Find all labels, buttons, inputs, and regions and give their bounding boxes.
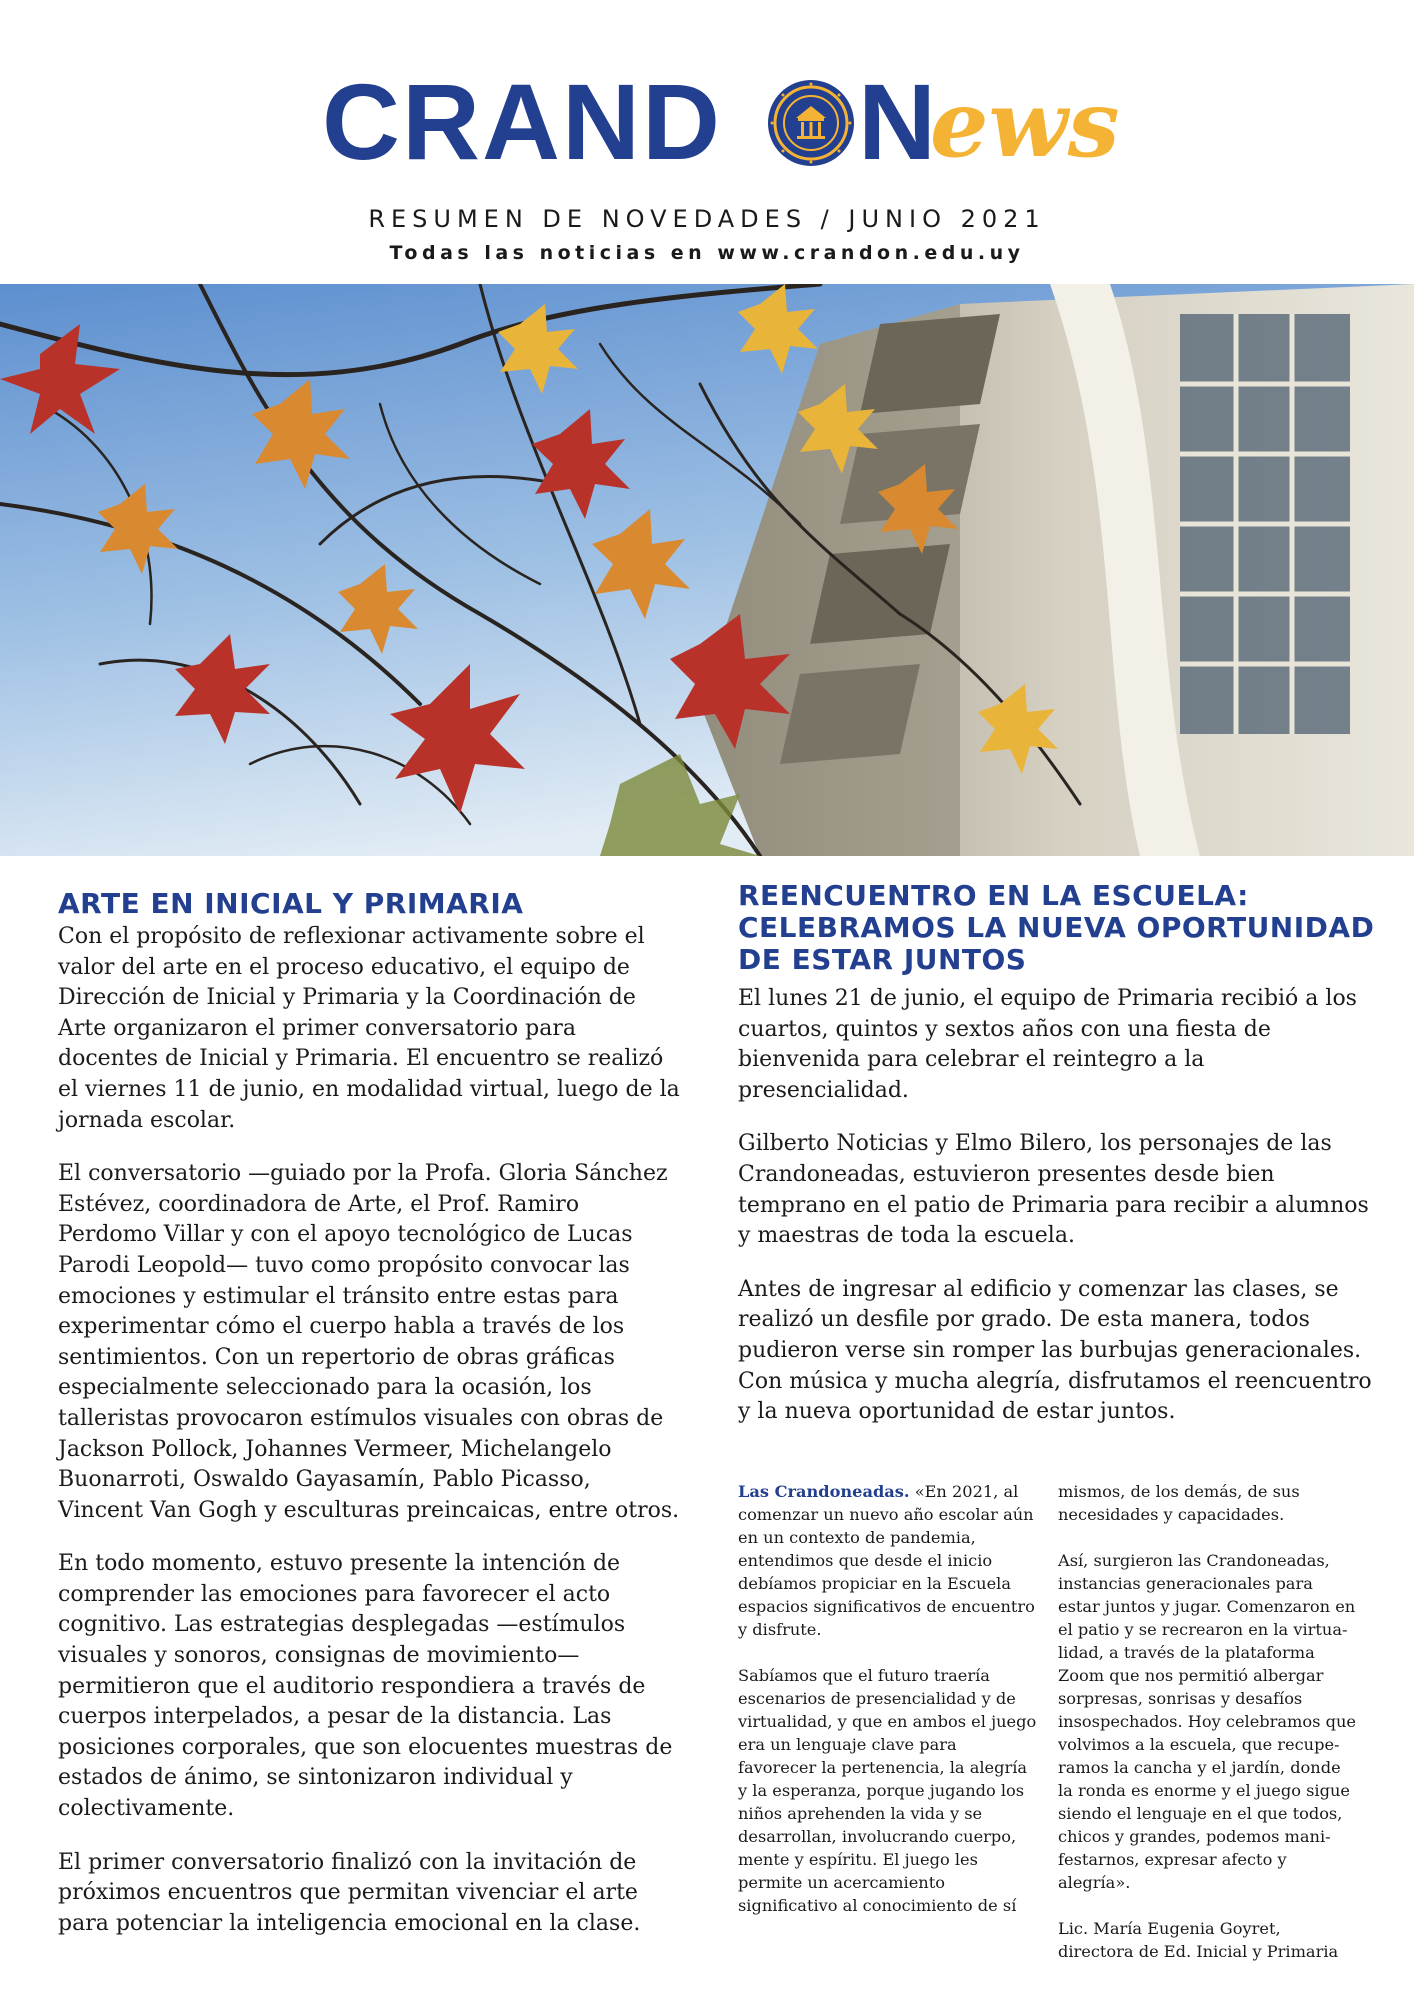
article-paragraph: Con el propósito de reflexionar activamente sobre el valor del arte en el proceso educativo, el equipo de Dirección de Inicial y Primaria y la Coordinación de Arte organizaron el primer conversatorio para docentes de Inicial y Primaria. El encuentro se realizó el viernes 11 de junio, en modalidad virtual, luego de la jornada escolar. — [58, 924, 680, 1133]
issue-subtitle: RESUMEN DE NOVEDADES / JUNIO 2021 — [368, 205, 1046, 233]
masthead — [0, 58, 1414, 182]
hero-photo — [0, 284, 1414, 856]
article-paragraph: El primer conversatorio finalizó con la invitación de próximos encuentros que permitan vivenciar el arte para potenciar la inteligencia emocional en la clase. — [58, 1849, 641, 1936]
logo-news-suffix: ews — [930, 70, 1120, 178]
article-title: ARTE EN INICIAL Y PRIMARIA — [58, 887, 524, 920]
quote-column-1 — [738, 1480, 1038, 1940]
quote-paragraph: mismos, de los demás, de sus necesidades y capacidades. — [1058, 1482, 1300, 1524]
school-seal-icon — [766, 78, 856, 168]
autumn-leaves-building-photo — [0, 284, 1414, 856]
article-title: REENCUENTRO EN LA ESCUELA: CELEBRAMOS LA NUEVA OPORTUNIDAD DE ESTAR JUNTOS — [738, 879, 1375, 976]
article-arte-inicial-primaria — [58, 880, 680, 1962]
article-paragraph: En todo momento, estuvo presente la intención de comprender las emociones para favorecer el acto cognitivo. Las estrategias desplegadas —estímulos visuales y sonoros, consignas de movimiento— permitieron que el auditorio respondiera a través de cuerpos interpelados, a pesar de la distancia. Las posiciones corporales, que son elocuentes muestras de estados de ánimo, se sintonizaron individual y colectivamente. — [58, 1551, 673, 1822]
quote-column-2 — [1058, 1480, 1358, 1986]
logo-wordmark: CRAND — [322, 61, 722, 182]
article-paragraph: El lunes 21 de junio, el equipo de Primaria recibió a los cuartos, quintos y sextos años con una fiesta de bienvenida para celebrar el reintegro a la presencialidad. — [738, 986, 1357, 1103]
logo-wordmark-n: N — [858, 61, 936, 182]
quote-paragraph: Sabíamos que el futuro traería escenarios de presencialidad y de virtualidad, y que en ambos el juego era un lenguaje clave para favorecer la pertenencia, la alegría y la esperanza, porque jugando los niños aprehenden la vida y se desarrollan, involucrando cuerpo, mente y espíritu. El juego les permite un acercamiento significativo al conocimiento de sí — [738, 1666, 1037, 1915]
quote-paragraph — [738, 1480, 1038, 1641]
quote-paragraph: Así, surgieron las Crandoneadas, instancias generacionales para estar juntos y jugar. Comenzaron en el patio y se recrearon en la virtua-lidad, a través de la plataforma Zoom que nos permitió albergar sorpresas, sonrisas y desafíos insospechados. Hoy celebramos que volvimos a la escuela, que recupe-ramos la cancha y el jardín, donde la ronda es enorme y el juego sigue siendo el lenguaje en el que todos, chicos y grandes, podemos mani-festarnos, expresar afecto y alegría». — [1058, 1551, 1356, 1892]
article-paragraph: El conversatorio —guiado por la Profa. Gloria Sánchez Estévez, coordinadora de Arte, el Prof. Ramiro Perdomo Villar y con el apoyo tecnológico de Lucas Parodi Leopold— tuvo como propósito convocar las emociones y estimular el tránsito entre estas para experimentar cómo el cuerpo habla a través de los sentimientos. Con un repertorio de obras gráficas especialmente seleccionado para la ocasión, los talleristas provocaron estímulos visuales con obras de Jackson Pollock, Johannes Vermeer, Michelangelo Buonarroti, Oswaldo Gayasamín, Pablo Picasso, Vincent Van Gogh y esculturas preincaicas, entre otros. — [58, 1161, 680, 1523]
article-paragraph: Gilberto Noticias y Elmo Bilero, los personajes de las Crandoneadas, estuvieron presentes desde bien temprano en el patio de Primaria para recibir a alumnos y maestras de toda la escuela. — [738, 1131, 1369, 1249]
article-reencuentro-escuela — [738, 880, 1378, 1451]
quote-signature: Lic. María Eugenia Goyret, directora de Ed. Inicial y Primaria — [1058, 1919, 1339, 1961]
article-paragraph: Antes de ingresar al edificio y comenzar las clases, se realizó un desfile por grado. De esta manera, todos pudieron verse sin romper las burbujas generacionales. Con música y mucha alegría, disfrutamos el reencuentro y la nueva oportunidad de estar juntos. — [738, 1276, 1372, 1425]
quote-text: «En 2021, al comenzar un nuevo año escolar aún en un contexto de pandemia, entendimos que desde el inicio debíamos propiciar en la Escuela espacios significativos de encuentro y disfrute. — [738, 1482, 1035, 1639]
website-tagline: Todas las noticias en www.crandon.edu.uy — [389, 242, 1025, 264]
quote-lead: Las Crandoneadas. — [738, 1482, 910, 1501]
crandoneadas-quote — [738, 1480, 1394, 1980]
